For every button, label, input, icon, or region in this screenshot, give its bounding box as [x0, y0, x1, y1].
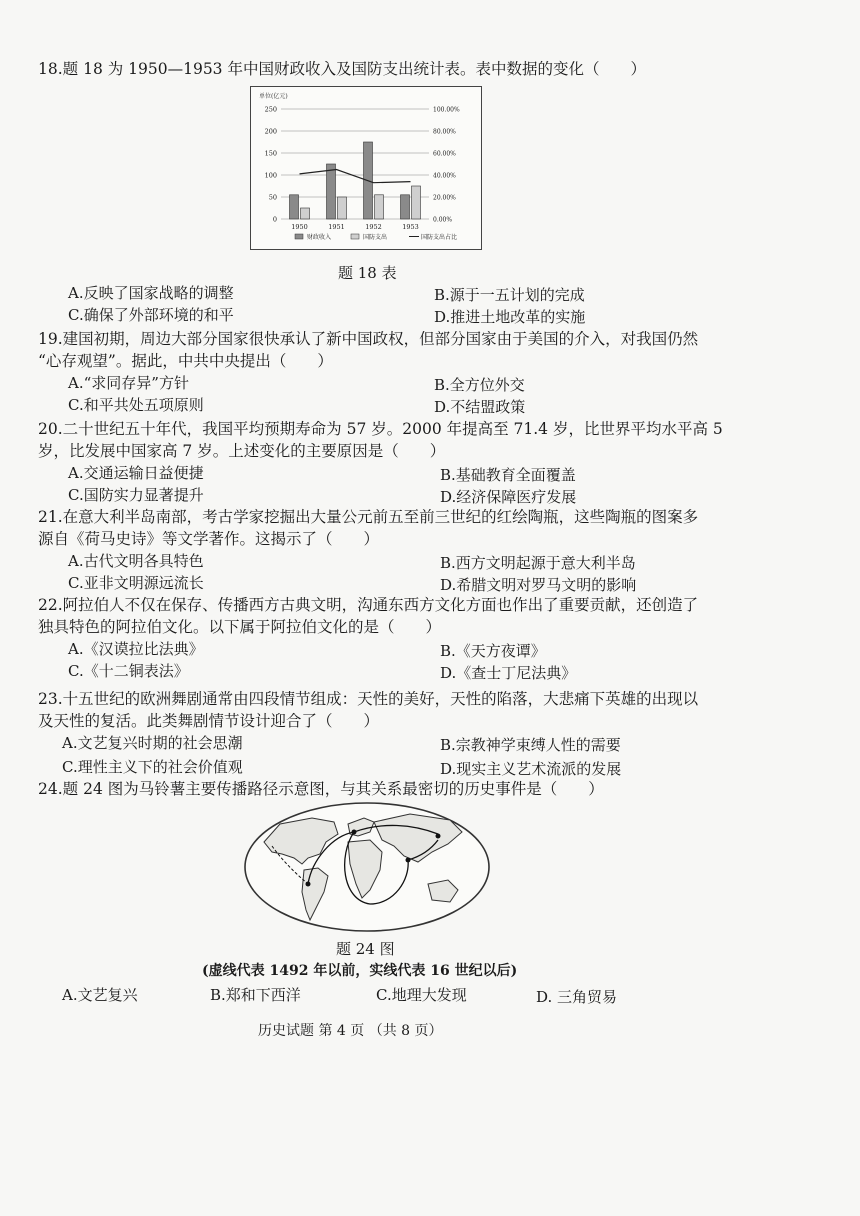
q18-chart-svg [251, 87, 481, 249]
q23-option-d[interactable]: D.现实主义艺术流派的发展 [440, 760, 622, 778]
q22-option-a[interactable]: A.《汉谟拉比法典》 [68, 640, 204, 658]
bar-revenue [290, 195, 299, 219]
q23-option-a[interactable]: A.文艺复兴时期的社会思潮 [62, 734, 243, 752]
y2-tick-label: 80.00% [433, 128, 456, 136]
europe-marker [352, 830, 357, 835]
y2-tick-label: 20.00% [433, 194, 456, 202]
q19-option-a[interactable]: A.“求同存异”方针 [68, 374, 189, 392]
east-asia-marker [436, 834, 441, 839]
q18-chart [250, 86, 482, 250]
line-defense-ratio [300, 170, 411, 183]
q24-caption: 题 24 图 [336, 940, 395, 958]
bar-revenue [401, 195, 410, 219]
q21-stem-line1: 21.在意大利半岛南部，考古学家挖掘出大量公元前五至前三世纪的红绘陶瓶，这些陶瓶的图案多 [38, 508, 699, 526]
q24-note: (虚线代表 1492 年以前，实线代表 16 世纪以后) [202, 963, 518, 979]
q21-option-d[interactable]: D.希腊文明对罗马文明的影响 [440, 576, 637, 594]
page-footer: 历史试题 第 4 页 （共 8 页） [258, 1023, 443, 1039]
legend-swatch [351, 234, 359, 239]
bar-defense [301, 208, 310, 219]
x-tick-label: 1953 [402, 223, 419, 231]
q18-option-a[interactable]: A.反映了国家战略的调整 [68, 284, 234, 302]
q24-stem: 24.题 24 图为马铃薯主要传播路径示意图，与其关系最密切的历史事件是（ ） [38, 780, 604, 798]
y2-tick-label: 0.00% [433, 216, 453, 224]
q24-option-a[interactable]: A.文艺复兴 [62, 986, 138, 1004]
y2-tick-label: 40.00% [433, 172, 456, 180]
x-tick-label: 1952 [365, 223, 382, 231]
q23-stem-line2: 及天性的复活。此类舞剧情节设计迎合了（ ） [38, 712, 380, 730]
q21-option-b[interactable]: B.西方文明起源于意大利半岛 [440, 554, 636, 572]
q20-option-d[interactable]: D.经济保障医疗发展 [440, 488, 577, 506]
y-axis-label: 单位(亿元) [259, 93, 288, 100]
y2-tick-label: 60.00% [433, 150, 456, 158]
q18-stem: 18.题 18 为 1950—1953 年中国财政收入及国防支出统计表。表中数据的变化（ ） [38, 60, 646, 78]
q19-stem-line1: 19.建国初期，周边大部分国家很快承认了新中国政权，但部分国家由于美国的介入，对我国仍然 [38, 330, 699, 348]
q22-option-c[interactable]: C.《十二铜表法》 [68, 662, 189, 680]
bar-revenue [327, 164, 336, 219]
y-tick-label: 50 [268, 193, 277, 202]
y-tick-label: 150 [264, 149, 277, 158]
q20-option-b[interactable]: B.基础教育全面覆盖 [440, 466, 576, 484]
q23-stem-line1: 23.十五世纪的欧洲舞剧通常由四段情节组成：天性的美好，天性的陷落，大悲痛下英雄的出现以 [38, 690, 699, 708]
y-tick-label: 0 [272, 215, 277, 224]
y2-tick-label: 100.00% [433, 106, 460, 114]
q21-stem-line2: 源自《荷马史诗》等文学著作。这揭示了（ ） [38, 530, 380, 548]
legend-label: 国防支出 [363, 234, 388, 241]
bar-defense [375, 195, 384, 219]
q23-option-b[interactable]: B.宗教神学束缚人性的需要 [440, 736, 621, 754]
q21-option-c[interactable]: C.亚非文明源远流长 [68, 574, 204, 592]
origin-marker [306, 882, 311, 887]
legend-swatch [295, 234, 303, 239]
legend-label: 财政收入 [307, 234, 332, 241]
q19-option-b[interactable]: B.全方位外交 [434, 376, 525, 394]
q20-stem-line2: 岁，比发展中国家高 7 岁。上述变化的主要原因是（ ） [38, 442, 446, 460]
q18-option-d[interactable]: D.推进土地改革的实施 [434, 308, 586, 326]
q18-option-b[interactable]: B.源于一五计划的完成 [434, 286, 585, 304]
q22-option-b[interactable]: B.《天方夜谭》 [440, 642, 546, 660]
q23-option-c[interactable]: C.理性主义下的社会价值观 [62, 758, 243, 776]
q19-option-c[interactable]: C.和平共处五项原则 [68, 396, 204, 414]
q18-caption: 题 18 表 [338, 264, 397, 282]
world-map-svg [242, 800, 492, 934]
q20-option-c[interactable]: C.国防实力显著提升 [68, 486, 204, 504]
q24-map [242, 800, 492, 934]
bar-defense [338, 197, 347, 219]
q21-option-a[interactable]: A.古代文明各具特色 [68, 552, 204, 570]
q20-stem-line1: 20.二十世纪五十年代，我国平均预期寿命为 57 岁。2000 年提高至 71.4 岁，比世界平均水平高 5 [38, 420, 723, 438]
india-marker [406, 858, 411, 863]
q22-stem-line1: 22.阿拉伯人不仅在保存、传播西方古典文明，沟通东西方文化方面也作出了重要贡献，还创造了 [38, 596, 699, 614]
q24-option-c[interactable]: C.地理大发现 [376, 986, 467, 1004]
q22-stem-line2: 独具特色的阿拉伯文化。以下属于阿拉伯文化的是（ ） [38, 618, 442, 636]
y-tick-label: 250 [264, 105, 277, 114]
x-tick-label: 1950 [291, 223, 308, 231]
q19-stem-line2: “心存观望”。据此，中共中央提出（ ） [38, 352, 333, 370]
q24-option-b[interactable]: B.郑和下西洋 [210, 986, 301, 1004]
y-tick-label: 100 [264, 171, 277, 180]
legend-label: 国防支出占比 [421, 234, 458, 241]
y-tick-label: 200 [264, 127, 277, 136]
x-tick-label: 1951 [328, 223, 345, 231]
q24-option-d[interactable]: D. 三角贸易 [536, 988, 618, 1006]
q19-option-d[interactable]: D.不结盟政策 [434, 398, 526, 416]
bar-defense [412, 186, 421, 219]
q22-option-d[interactable]: D.《查士丁尼法典》 [440, 664, 577, 682]
q20-option-a[interactable]: A.交通运输日益便捷 [68, 464, 204, 482]
q18-option-c[interactable]: C.确保了外部环境的和平 [68, 306, 234, 324]
